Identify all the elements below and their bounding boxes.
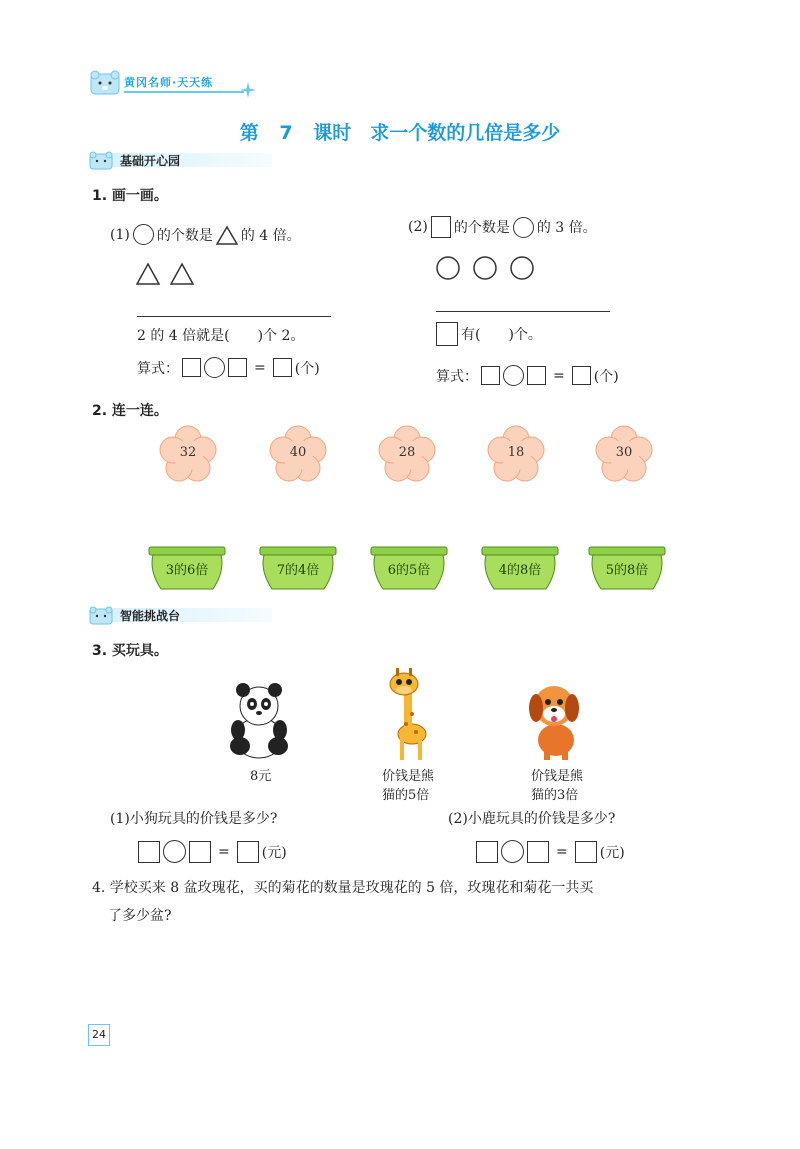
pot-card[interactable] [480, 545, 560, 591]
lesson-title: 第 7 课时 求一个数的几倍是多少 [239, 122, 561, 144]
panda-toy-icon [224, 680, 294, 760]
pot-label: 6的5倍 [387, 563, 431, 578]
panda-price: 8元 [250, 769, 272, 784]
pot-label: 4的8倍 [498, 563, 542, 578]
section-banner-challenge [88, 605, 288, 625]
flower-card[interactable] [486, 424, 546, 484]
square-shape [431, 216, 451, 238]
q4-line2: 了多少盆? [108, 908, 172, 924]
flower-value: 18 [507, 445, 525, 460]
answer-box[interactable] [189, 841, 211, 863]
drawing-line [436, 311, 610, 312]
answer-box[interactable] [237, 841, 259, 863]
flower-value: 28 [398, 445, 416, 460]
drawing-line [137, 316, 331, 317]
square-shape [436, 322, 458, 346]
operator-circle[interactable] [163, 840, 186, 863]
section-banner-basic [88, 150, 288, 170]
pot-card[interactable] [369, 545, 449, 591]
brand-underline [124, 91, 244, 93]
section-title: 基础开心园 [120, 154, 181, 168]
q3-part2-formula: = (元) [476, 840, 625, 863]
q2-title: 2. 连一连。 [92, 403, 168, 419]
bear-icon [88, 605, 114, 625]
answer-box[interactable] [481, 366, 500, 385]
flower-value: 40 [289, 445, 307, 460]
pot-card[interactable] [147, 545, 227, 591]
flower-card[interactable] [594, 424, 654, 484]
bear-icon [88, 150, 114, 170]
bear-logo-icon [88, 68, 122, 98]
q1-part1-formula: 算式： = (个) [137, 357, 320, 378]
flower-card[interactable] [268, 424, 328, 484]
page-number: 24 [88, 1024, 110, 1046]
answer-box[interactable] [527, 366, 546, 385]
answer-box[interactable] [527, 841, 549, 863]
answer-box[interactable] [138, 841, 160, 863]
circle-shape [133, 224, 154, 245]
q3-title: 3. 买玩具。 [92, 643, 168, 659]
operator-circle[interactable] [503, 365, 524, 386]
q1-part1-statement: (1) 的个数是 的 4 倍。 [110, 224, 301, 245]
giraffe-note-line1: 价钱是熊 [382, 769, 435, 784]
flower-card[interactable] [158, 424, 218, 484]
brand-text: 黄冈名师·天天练 [124, 76, 214, 89]
star-icon [240, 82, 256, 98]
flower-card[interactable] [377, 424, 437, 484]
answer-box[interactable] [476, 841, 498, 863]
section-title: 智能挑战台 [120, 609, 181, 623]
q1-part2-statement: (2) 的个数是 的 3 倍。 [408, 216, 597, 238]
dog-note-line1: 价钱是熊 [531, 769, 584, 784]
dog-toy-icon [522, 678, 588, 762]
operator-circle[interactable] [501, 840, 524, 863]
giraffe-toy-icon [376, 664, 438, 764]
flower-value: 32 [179, 445, 197, 460]
q1-part2-formula: 算式： = (个) [436, 365, 619, 386]
operator-circle[interactable] [204, 357, 225, 378]
given-triangles [136, 262, 200, 286]
q1-part1-sentence: 2 的 4 倍就是( )个 2。 [137, 328, 305, 344]
header-brand [88, 68, 258, 98]
pot-label: 5的8倍 [605, 563, 649, 578]
answer-box[interactable] [273, 358, 292, 377]
pot-card[interactable] [258, 545, 338, 591]
q1-part2-has: 有( )个。 [436, 322, 542, 346]
answer-box[interactable] [182, 358, 201, 377]
answer-box[interactable] [228, 358, 247, 377]
answer-box[interactable] [575, 841, 597, 863]
q3-part1-formula: = (元) [138, 840, 287, 863]
dog-note-line2: 猫的3倍 [531, 788, 579, 803]
q3-part2: (2)小鹿玩具的价钱是多少? [448, 811, 616, 827]
circle-shape [513, 217, 534, 238]
q3-part1: (1)小狗玩具的价钱是多少? [110, 811, 278, 827]
flower-value: 30 [615, 445, 633, 460]
pot-card[interactable] [587, 545, 667, 591]
q4-line1: 4. 学校买来 8 盆玫瑰花，买的菊花的数量是玫瑰花的 5 倍，玫瑰花和菊花一共买 [92, 880, 594, 896]
giraffe-note-line2: 猫的5倍 [382, 788, 430, 803]
pot-label: 3的6倍 [165, 563, 209, 578]
given-circles [436, 255, 536, 281]
pot-label: 7的4倍 [276, 563, 320, 578]
triangle-shape [216, 225, 238, 245]
answer-box[interactable] [572, 366, 591, 385]
q1-title: 1. 画一画。 [92, 188, 168, 204]
